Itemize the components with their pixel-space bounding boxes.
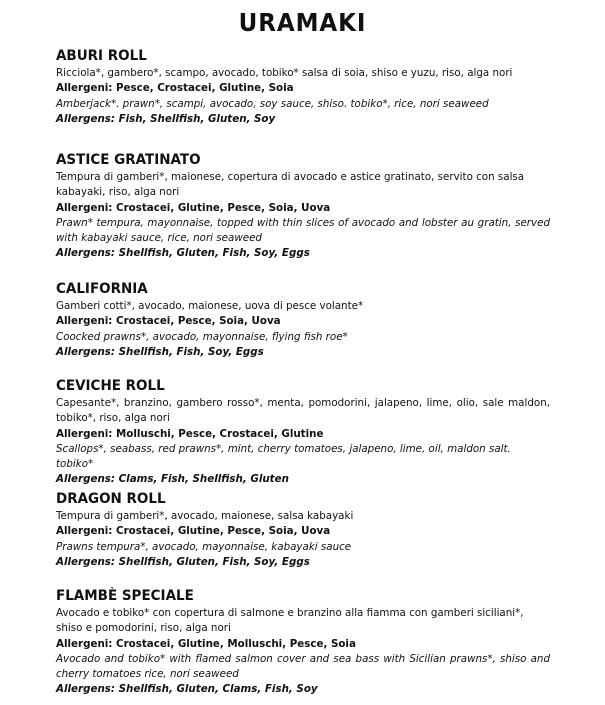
item-allergens-it: Allergeni: Molluschi, Pesce, Crostacei, Glutine xyxy=(56,427,324,440)
item-description-it: Tempura di gamberi*, maionese, copertura di avocado e astice gratinato, servito con salsa kabayaki, riso, alga nori xyxy=(56,171,525,199)
item-name: CALIFORNIA xyxy=(56,281,148,297)
item-name: ABURI ROLL xyxy=(56,48,147,64)
item-name: FLAMBÈ SPECIALE xyxy=(56,588,194,604)
item-description-en: Prawns tempura*, avocado, mayonnaise, kabayaki sauce xyxy=(56,540,352,553)
item-name: CEVICHE ROLL xyxy=(56,378,165,394)
item-allergens-it: Allergeni: Crostacei, Glutine, Pesce, Soia, Uova xyxy=(56,201,331,214)
item-description-it: Capesante*, branzino, gambero rosso*, menta, pomodorini, jalapeno, lime, olio, sale maldon, tobiko*, riso, alga nori xyxy=(56,397,550,425)
menu-item-flambe-speciale xyxy=(56,588,550,698)
item-allergens-en: Allergens: Shellfish, Gluten, Fish, Soy, Eggs xyxy=(56,555,310,568)
item-description-en: Prawn* tempura, mayonnaise, topped with thin slices of avocado and lobster au gratin, served with kabayaki sauce, rice, nori seaweed xyxy=(56,216,550,245)
menu-item-aburi-roll xyxy=(56,48,550,127)
item-description-it: Gamberi cotti*, avocado, maionese, uova di pesce volante* xyxy=(56,300,364,312)
item-description-it: Ricciola*, gambero*, scampo, avocado, tobiko* salsa di soia, shiso e yuzu, riso, alga nori xyxy=(56,67,513,79)
item-name: ASTICE GRATINATO xyxy=(56,152,201,168)
item-allergens-en: Allergens: Clams, Fish, Shellfish, Gluten xyxy=(56,473,289,486)
item-description-it: Avocado e tobiko* con copertura di salmone e branzino alla fiamma con gamberi siciliani*, shiso e pomodorini, riso, alga nori xyxy=(56,607,524,635)
item-allergens-en: Allergens: Fish, Shellfish, Gluten, Soy xyxy=(56,112,276,125)
item-allergens-en: Allergens: Shellfish, Gluten, Clams, Fish, Soy xyxy=(56,683,318,696)
menu-title: URAMAKI xyxy=(238,8,367,37)
item-allergens-en: Allergens: Shellfish, Gluten, Fish, Soy, Eggs xyxy=(56,247,310,260)
menu-item-california xyxy=(56,281,550,360)
item-name: DRAGON ROLL xyxy=(56,491,166,507)
item-allergens-it: Allergeni: Crostacei, Glutine, Molluschi, Pesce, Soia xyxy=(56,637,356,650)
item-description-en: Amberjack*. prawn*, scampi, avocado, soy sauce, shiso. tobiko*, rice, nori seaweed xyxy=(56,97,489,110)
item-description-en: Coocked prawns*, avocado, mayonnaise, flying fish roe* xyxy=(56,330,348,343)
item-description-it: Tempura di gamberi*, avocado, maionese, salsa kabayaki xyxy=(56,510,354,522)
item-allergens-it: Allergeni: Pesce, Crostacei, Glutine, Soia xyxy=(56,82,294,95)
item-allergens-en: Allergens: Shellfish, Fish, Soy, Eggs xyxy=(56,345,264,358)
item-description-en: Avocado and tobiko* with flamed salmon cover and sea bass with Sicilian prawns*, shiso and cherry tomatoes rice, nori seaweed xyxy=(56,652,550,681)
menu-item-dragon-roll xyxy=(56,491,550,570)
item-allergens-it: Allergeni: Crostacei, Pesce, Soia, Uova xyxy=(56,315,281,328)
item-allergens-it: Allergeni: Crostacei, Glutine, Pesce, Soia, Uova xyxy=(56,525,331,538)
item-description-en: Scallops*, seabass, red prawns*, mint, cherry tomatoes, jalapeno, lime, oil, maldon salt. tobiko* xyxy=(56,442,511,471)
menu-item-astice-gratinato xyxy=(56,152,550,262)
menu-item-ceviche-roll xyxy=(56,378,550,488)
